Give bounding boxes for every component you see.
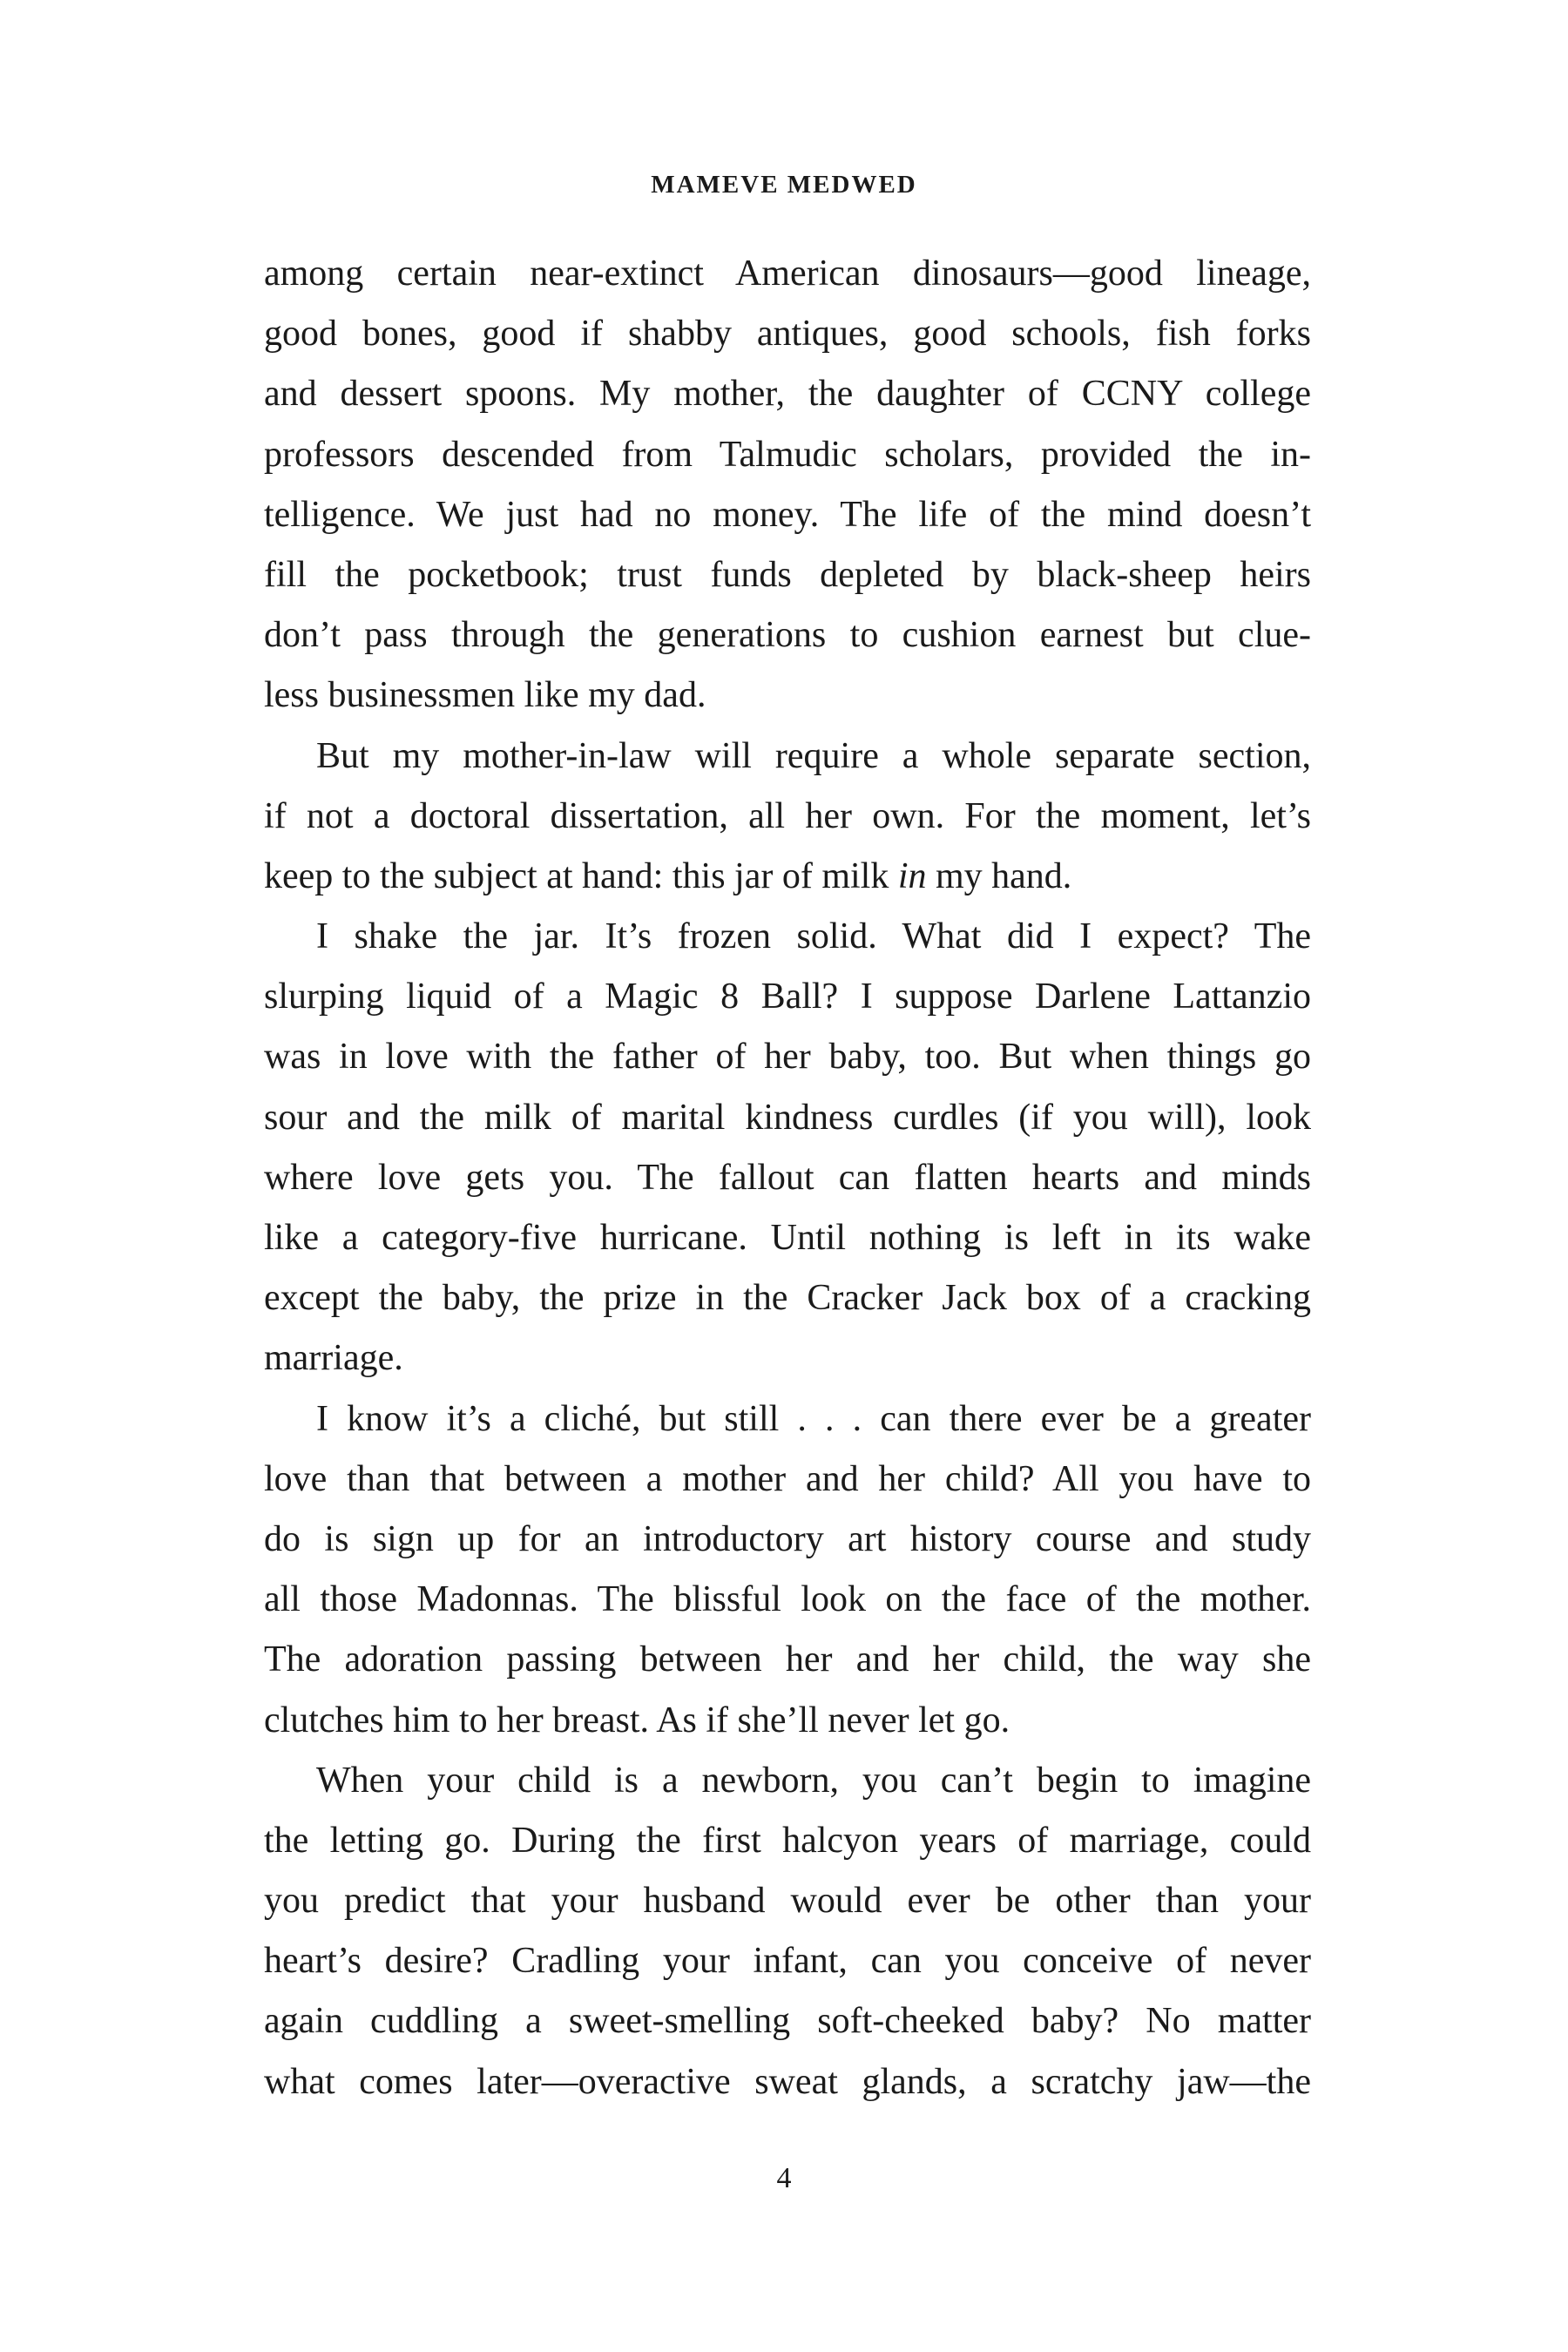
text-run: less businessmen like my dad. <box>264 675 706 716</box>
text-run: all those Madonnas. The blissful look on the face of the mother. <box>264 1579 1311 1620</box>
text-line <box>264 666 1311 726</box>
text-line <box>264 1328 1311 1389</box>
text-run: if not a doctoral dissertation, all her own. For the moment, let’s <box>264 795 1311 836</box>
text-run: good bones, good if shabby antiques, good schools, fish forks <box>264 314 1311 355</box>
text-run: where love gets you. The fallout can flatten hearts and minds <box>264 1157 1311 1198</box>
text-run: When your child is a newborn, you can’t begin to imagine <box>316 1760 1311 1801</box>
text-line <box>264 847 1311 907</box>
text-run: my hand. <box>926 855 1072 896</box>
text-run: what comes later—overactive sweat glands, a scratchy jaw—the <box>264 2061 1311 2102</box>
page-number: 4 <box>776 2162 792 2194</box>
text-line <box>264 1389 1311 1450</box>
text-run: keep to the subject at hand: this jar of milk <box>264 855 898 896</box>
text-run: heart’s desire? Cradling your infant, can you conceive of never <box>264 1941 1311 1982</box>
text-line <box>264 1811 1311 1871</box>
text-line <box>264 2052 1311 2112</box>
text-line <box>264 545 1311 605</box>
text-run: you predict that your husband would ever be other than your <box>264 1881 1311 1922</box>
text-line <box>264 1208 1311 1268</box>
text-line <box>264 485 1311 545</box>
text-line <box>264 907 1311 967</box>
text-line <box>264 1268 1311 1328</box>
text-line <box>264 1570 1311 1630</box>
text-line <box>264 1691 1311 1751</box>
text-run: and dessert spoons. My mother, the daughter of CCNY college <box>264 374 1311 415</box>
text-line <box>264 1027 1311 1087</box>
text-line <box>264 1088 1311 1148</box>
text-line <box>264 1991 1311 2051</box>
text-line <box>264 1751 1311 1811</box>
text-line <box>264 425 1311 485</box>
text-line <box>264 605 1311 666</box>
text-run: telligence. We just had no money. The life of the mind doesn’t <box>264 494 1311 535</box>
text-run: clutches him to her breast. As if she’ll never let go. <box>264 1700 1010 1740</box>
body-text <box>264 244 1311 2112</box>
text-line <box>264 1450 1311 1510</box>
text-run: among certain near-extinct American dinosaurs—good lineage, <box>264 253 1311 294</box>
text-run: don’t pass through the generations to cushion earnest but clue- <box>264 615 1311 656</box>
text-run: But my mother-in-law will require a whole separate section, <box>316 735 1311 776</box>
running-head: MAMEVE MEDWED <box>651 171 917 199</box>
text-run: again cuddling a sweet-smelling soft-cheeked baby? No matter <box>264 2001 1311 2042</box>
text-line <box>264 1871 1311 1931</box>
text-run: like a category-five hurricane. Until nothing is left in its wake <box>264 1218 1311 1258</box>
italic-text: in <box>897 855 927 896</box>
text-run: fill the pocketbook; trust funds depleted by black-sheep heirs <box>264 554 1311 595</box>
text-line <box>264 364 1311 424</box>
text-run: I know it’s a cliché, but still . . . can there ever be a greater <box>316 1398 1311 1439</box>
text-line <box>264 1510 1311 1570</box>
text-run: was in love with the father of her baby, too. But when things go <box>264 1037 1311 1078</box>
text-line <box>264 787 1311 847</box>
text-line <box>264 1630 1311 1690</box>
text-run: marriage. <box>264 1338 403 1379</box>
text-line <box>264 727 1311 787</box>
text-run: professors descended from Talmudic scholars, provided the in- <box>264 434 1311 475</box>
text-run: do is sign up for an introductory art history course and study <box>264 1518 1311 1559</box>
text-line <box>264 244 1311 304</box>
text-run: The adoration passing between her and her child, the way she <box>264 1639 1311 1680</box>
text-line <box>264 1931 1311 1991</box>
text-run: I shake the jar. It’s frozen solid. What did I expect? The <box>316 916 1311 957</box>
text-line <box>264 967 1311 1027</box>
text-run: love than that between a mother and her child? All you have to <box>264 1458 1311 1499</box>
text-line <box>264 1148 1311 1208</box>
text-run: the letting go. During the first halcyon years of marriage, could <box>264 1820 1311 1861</box>
text-run: except the baby, the prize in the Cracker Jack box of a cracking <box>264 1278 1311 1319</box>
text-run: slurping liquid of a Magic 8 Ball? I suppose Darlene Lattanzio <box>264 977 1311 1017</box>
text-run: sour and the milk of marital kindness curdles (if you will), look <box>264 1097 1311 1138</box>
text-line <box>264 304 1311 364</box>
